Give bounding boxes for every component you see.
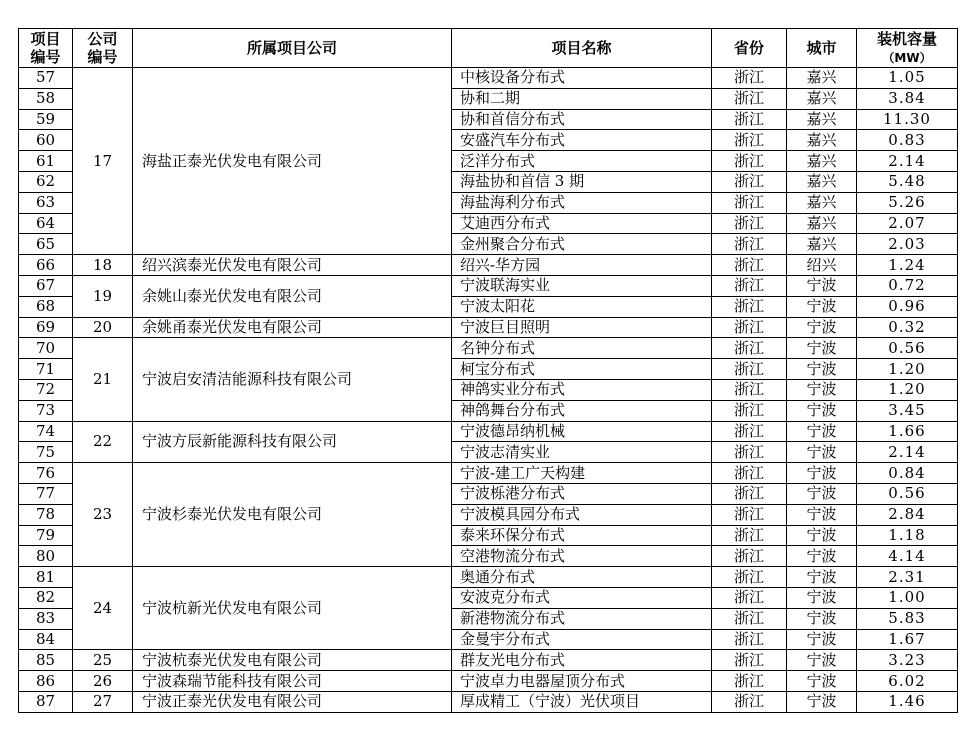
project-no-cell: 80 — [19, 546, 73, 567]
project-name-cell: 协和首信分布式 — [452, 109, 712, 130]
company-no-cell: 22 — [73, 421, 133, 463]
city-cell: 宁波 — [787, 400, 857, 421]
project-name-cell: 海盐海利分布式 — [452, 192, 712, 213]
city-cell: 宁波 — [787, 421, 857, 442]
capacity-cell: 1.24 — [857, 255, 958, 276]
province-cell: 浙江 — [712, 421, 787, 442]
project-name-cell: 金州聚合分布式 — [452, 234, 712, 255]
project-no-cell: 87 — [19, 691, 73, 712]
capacity-cell: 0.72 — [857, 275, 958, 296]
city-cell: 宁波 — [787, 359, 857, 380]
city-cell: 宁波 — [787, 671, 857, 692]
capacity-cell: 3.84 — [857, 88, 958, 109]
table-row — [19, 463, 958, 484]
project-no-cell: 78 — [19, 504, 73, 525]
province-cell: 浙江 — [712, 483, 787, 504]
city-cell: 嘉兴 — [787, 88, 857, 109]
company-no-cell: 27 — [73, 691, 133, 712]
project-name-cell: 空港物流分布式 — [452, 546, 712, 567]
project-name-cell: 神鸽实业分布式 — [452, 379, 712, 400]
capacity-cell: 5.83 — [857, 608, 958, 629]
province-cell: 浙江 — [712, 255, 787, 276]
capacity-cell: 5.48 — [857, 171, 958, 192]
company-name-cell: 宁波森瑞节能科技有限公司 — [133, 671, 452, 692]
company-no-cell: 20 — [73, 317, 133, 338]
capacity-cell: 4.14 — [857, 546, 958, 567]
project-no-cell: 69 — [19, 317, 73, 338]
capacity-cell: 1.66 — [857, 421, 958, 442]
project-no-cell: 57 — [19, 68, 73, 89]
project-no-cell: 76 — [19, 463, 73, 484]
project-name-cell: 艾迪西分布式 — [452, 213, 712, 234]
city-cell: 宁波 — [787, 650, 857, 671]
project-no-cell: 63 — [19, 192, 73, 213]
city-cell: 嘉兴 — [787, 68, 857, 89]
project-no-cell: 68 — [19, 296, 73, 317]
capacity-cell: 0.84 — [857, 463, 958, 484]
project-no-cell: 61 — [19, 151, 73, 172]
capacity-cell: 6.02 — [857, 671, 958, 692]
header-project-no — [19, 29, 73, 68]
project-table — [18, 28, 958, 713]
capacity-cell: 1.67 — [857, 629, 958, 650]
project-name-cell: 奥通分布式 — [452, 567, 712, 588]
project-name-cell: 宁波联海实业 — [452, 275, 712, 296]
project-name-cell: 中核设备分布式 — [452, 68, 712, 89]
project-name-cell: 安盛汽车分布式 — [452, 130, 712, 151]
province-cell: 浙江 — [712, 171, 787, 192]
capacity-cell: 0.56 — [857, 338, 958, 359]
project-no-cell: 70 — [19, 338, 73, 359]
province-cell: 浙江 — [712, 567, 787, 588]
city-cell: 宁波 — [787, 463, 857, 484]
capacity-cell: 1.18 — [857, 525, 958, 546]
city-cell: 宁波 — [787, 587, 857, 608]
city-cell: 宁波 — [787, 442, 857, 463]
province-cell: 浙江 — [712, 88, 787, 109]
province-cell: 浙江 — [712, 234, 787, 255]
project-no-cell: 67 — [19, 275, 73, 296]
company-no-cell: 21 — [73, 338, 133, 421]
province-cell: 浙江 — [712, 338, 787, 359]
header-company-no-text: 公司 编号 — [87, 30, 118, 66]
project-no-cell: 59 — [19, 109, 73, 130]
project-name-cell: 协和二期 — [452, 88, 712, 109]
table-row — [19, 691, 958, 712]
company-no-cell: 24 — [73, 567, 133, 650]
project-no-cell: 75 — [19, 442, 73, 463]
province-cell: 浙江 — [712, 275, 787, 296]
project-no-cell: 85 — [19, 650, 73, 671]
header-city: 城市 — [787, 29, 857, 68]
city-cell: 嘉兴 — [787, 234, 857, 255]
province-cell: 浙江 — [712, 109, 787, 130]
capacity-cell: 0.32 — [857, 317, 958, 338]
project-no-cell: 73 — [19, 400, 73, 421]
project-name-cell: 宁波-建工广天构建 — [452, 463, 712, 484]
city-cell: 宁波 — [787, 275, 857, 296]
city-cell: 宁波 — [787, 691, 857, 712]
table-row — [19, 421, 958, 442]
company-name-cell: 宁波杉泰光伏发电有限公司 — [133, 463, 452, 567]
project-name-cell: 宁波模具园分布式 — [452, 504, 712, 525]
province-cell: 浙江 — [712, 317, 787, 338]
header-capacity-text: 装机容量 — [876, 29, 937, 48]
capacity-cell: 11.30 — [857, 109, 958, 130]
header-capacity-unit: （MW） — [882, 50, 932, 65]
capacity-cell: 3.23 — [857, 650, 958, 671]
city-cell: 宁波 — [787, 483, 857, 504]
province-cell: 浙江 — [712, 130, 787, 151]
capacity-cell: 0.83 — [857, 130, 958, 151]
province-cell: 浙江 — [712, 442, 787, 463]
capacity-cell: 3.45 — [857, 400, 958, 421]
project-no-cell: 66 — [19, 255, 73, 276]
header-province: 省份 — [712, 29, 787, 68]
province-cell: 浙江 — [712, 525, 787, 546]
project-no-cell: 83 — [19, 608, 73, 629]
province-cell: 浙江 — [712, 587, 787, 608]
city-cell: 绍兴 — [787, 255, 857, 276]
project-name-cell: 柯宝分布式 — [452, 359, 712, 380]
company-no-cell: 26 — [73, 671, 133, 692]
province-cell: 浙江 — [712, 192, 787, 213]
capacity-cell: 2.84 — [857, 504, 958, 525]
project-no-cell: 58 — [19, 88, 73, 109]
province-cell: 浙江 — [712, 68, 787, 89]
project-no-cell: 82 — [19, 587, 73, 608]
project-name-cell: 厚成精工（宁波）光伏项目 — [452, 691, 712, 712]
city-cell: 宁波 — [787, 525, 857, 546]
company-name-cell: 余姚山泰光伏发电有限公司 — [133, 275, 452, 317]
city-cell: 宁波 — [787, 567, 857, 588]
project-no-cell: 79 — [19, 525, 73, 546]
project-name-cell: 泛洋分布式 — [452, 151, 712, 172]
capacity-cell: 0.96 — [857, 296, 958, 317]
capacity-cell: 2.07 — [857, 213, 958, 234]
table-body — [19, 68, 958, 713]
table-row — [19, 650, 958, 671]
city-cell: 宁波 — [787, 296, 857, 317]
company-name-cell: 宁波杭泰光伏发电有限公司 — [133, 650, 452, 671]
project-name-cell: 金曼宇分布式 — [452, 629, 712, 650]
company-no-cell: 17 — [73, 68, 133, 255]
province-cell: 浙江 — [712, 296, 787, 317]
project-name-cell: 神鸽舞台分布式 — [452, 400, 712, 421]
company-no-cell: 23 — [73, 463, 133, 567]
province-cell: 浙江 — [712, 213, 787, 234]
capacity-cell: 1.05 — [857, 68, 958, 89]
project-name-cell: 宁波志清实业 — [452, 442, 712, 463]
capacity-cell: 0.56 — [857, 483, 958, 504]
company-name-cell: 海盐正泰光伏发电有限公司 — [133, 68, 452, 255]
province-cell: 浙江 — [712, 546, 787, 567]
capacity-cell: 2.03 — [857, 234, 958, 255]
province-cell: 浙江 — [712, 608, 787, 629]
table-row — [19, 68, 958, 89]
province-cell: 浙江 — [712, 359, 787, 380]
company-name-cell: 余姚甬泰光伏发电有限公司 — [133, 317, 452, 338]
city-cell: 嘉兴 — [787, 130, 857, 151]
city-cell: 宁波 — [787, 379, 857, 400]
province-cell: 浙江 — [712, 463, 787, 484]
company-no-cell: 19 — [73, 275, 133, 317]
header-capacity — [857, 29, 958, 68]
company-name-cell: 绍兴滨泰光伏发电有限公司 — [133, 255, 452, 276]
header-project-no-text: 项目 编号 — [30, 30, 61, 66]
table-row — [19, 317, 958, 338]
project-name-cell: 宁波栎港分布式 — [452, 483, 712, 504]
header-row — [19, 29, 958, 68]
capacity-cell: 5.26 — [857, 192, 958, 213]
project-no-cell: 74 — [19, 421, 73, 442]
company-name-cell: 宁波启安清洁能源科技有限公司 — [133, 338, 452, 421]
table-row — [19, 338, 958, 359]
capacity-cell: 2.14 — [857, 151, 958, 172]
project-no-cell: 60 — [19, 130, 73, 151]
province-cell: 浙江 — [712, 504, 787, 525]
city-cell: 嘉兴 — [787, 151, 857, 172]
table-row — [19, 671, 958, 692]
project-name-cell: 宁波太阳花 — [452, 296, 712, 317]
city-cell: 宁波 — [787, 504, 857, 525]
project-no-cell: 62 — [19, 171, 73, 192]
city-cell: 宁波 — [787, 608, 857, 629]
project-no-cell: 64 — [19, 213, 73, 234]
province-cell: 浙江 — [712, 629, 787, 650]
project-name-cell: 绍兴-华方园 — [452, 255, 712, 276]
capacity-cell: 1.20 — [857, 379, 958, 400]
company-no-cell: 25 — [73, 650, 133, 671]
city-cell: 嘉兴 — [787, 171, 857, 192]
province-cell: 浙江 — [712, 400, 787, 421]
province-cell: 浙江 — [712, 691, 787, 712]
project-name-cell: 宁波德昂纳机械 — [452, 421, 712, 442]
project-no-cell: 81 — [19, 567, 73, 588]
city-cell: 嘉兴 — [787, 109, 857, 130]
project-no-cell: 86 — [19, 671, 73, 692]
project-no-cell: 71 — [19, 359, 73, 380]
city-cell: 嘉兴 — [787, 213, 857, 234]
company-no-cell: 18 — [73, 255, 133, 276]
header-company-name: 所属项目公司 — [133, 29, 452, 68]
capacity-cell: 2.31 — [857, 567, 958, 588]
project-name-cell: 海盐协和首信 3 期 — [452, 171, 712, 192]
project-name-cell: 泰来环保分布式 — [452, 525, 712, 546]
province-cell: 浙江 — [712, 379, 787, 400]
province-cell: 浙江 — [712, 650, 787, 671]
project-no-cell: 77 — [19, 483, 73, 504]
capacity-cell: 1.20 — [857, 359, 958, 380]
company-name-cell: 宁波杭新光伏发电有限公司 — [133, 567, 452, 650]
project-name-cell: 宁波巨目照明 — [452, 317, 712, 338]
company-name-cell: 宁波正泰光伏发电有限公司 — [133, 691, 452, 712]
project-name-cell: 宁波卓力电器屋顶分布式 — [452, 671, 712, 692]
project-name-cell: 群友光电分布式 — [452, 650, 712, 671]
header-company-no — [73, 29, 133, 68]
project-name-cell: 新港物流分布式 — [452, 608, 712, 629]
table-row — [19, 255, 958, 276]
project-no-cell: 84 — [19, 629, 73, 650]
project-name-cell: 名钟分布式 — [452, 338, 712, 359]
header-project-name: 项目名称 — [452, 29, 712, 68]
project-name-cell: 安波克分布式 — [452, 587, 712, 608]
city-cell: 宁波 — [787, 629, 857, 650]
province-cell: 浙江 — [712, 671, 787, 692]
table-row — [19, 275, 958, 296]
project-no-cell: 72 — [19, 379, 73, 400]
project-no-cell: 65 — [19, 234, 73, 255]
capacity-cell: 2.14 — [857, 442, 958, 463]
table-row — [19, 567, 958, 588]
company-name-cell: 宁波方辰新能源科技有限公司 — [133, 421, 452, 463]
province-cell: 浙江 — [712, 151, 787, 172]
city-cell: 宁波 — [787, 338, 857, 359]
capacity-cell: 1.46 — [857, 691, 958, 712]
city-cell: 嘉兴 — [787, 192, 857, 213]
city-cell: 宁波 — [787, 317, 857, 338]
capacity-cell: 1.00 — [857, 587, 958, 608]
city-cell: 宁波 — [787, 546, 857, 567]
